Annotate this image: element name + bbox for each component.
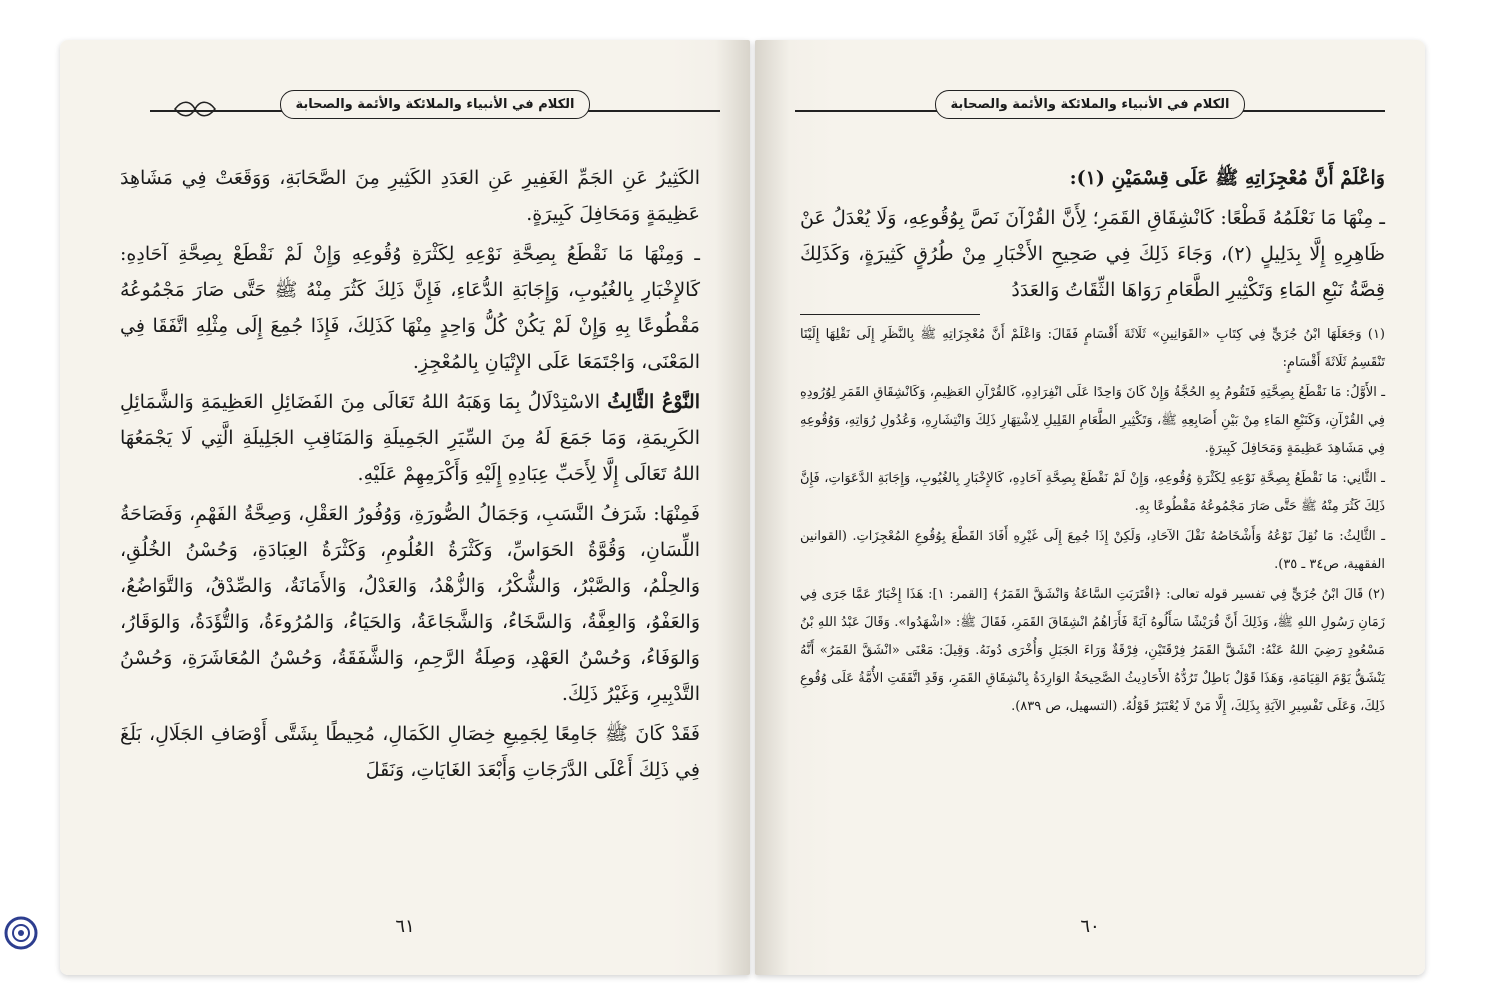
- right-page: [755, 40, 1425, 975]
- left-page: [60, 40, 750, 975]
- footnote: (٢) قَالَ ابْنُ جُزَيٍّ فِي تفسير قوله تعالى: ﴿اقْتَرَبَتِ السَّاعَةُ وَانْشَقَّ القَمَرُ﴾ [القمر: ١]: هَذَا إِخْبَارٌ عَمَّا جَرَى فِي زَمَانِ رَسُولِ اللهِ ﷺ، وَذَلِكَ أَنَّ قُرَيْشًا سَأَلُوهُ آيَةً فَأَرَاهُمُ انْشِقَاقَ القَمَرِ، فَقَالَ ﷺ: «اشْهَدُوا». وَقَالَ عَبْدُ اللهِ بْنُ مَسْعُودٍ رَضِيَ اللهُ عَنْهُ: انْشَقَّ القَمَرُ فِرْقَتَيْنِ، فِرْقَةٌ وَرَاءَ الجَبَلِ وَأُخْرَى دُونَهُ. وَقِيلَ: مَعْنَى «انْشَقَّ القَمَرُ» أَنَّهُ يَنْشَقُّ يَوْمَ القِيَامَةِ، وَهَذَا قَوْلٌ بَاطِلٌ تَرُدُّهُ الأَحَادِيثُ الصَّحِيحَةُ الوَارِدَةُ بِانْشِقَاقِ القَمَرِ، وَقَدِ اتَّفَقَتِ الأُمَّةُ عَلَى وُقُوعِ ذَلِكَ، وَعَلَى تَفْسِيرِ الآيَةِ بِذَلِكَ، إِلَّا مَنْ لَا يُعْتَبَرُ قَوْلُهُ. (التسهيل، ص ٨٣٩).: [800, 587, 1385, 714]
- paragraph: الكَثِيرُ عَنِ الجَمِّ الغَفِيرِ عَنِ العَدَدِ الكَثِيرِ مِنَ الصَّحَابَةِ، وَوَقَعَتْ فِي مَشَاهِدَ عَظِيمَةٍ وَمَحَافِلَ كَبِيرَةٍ.: [120, 167, 700, 225]
- section-paragraph: [120, 384, 700, 492]
- lead-sentence: وَاعْلَمْ أَنَّ مُعْجِزَاتِهِ ﷺ عَلَى قِسْمَيْنِ (١):: [1069, 167, 1385, 189]
- paragraph: فَمِنْهَا: شَرَفُ النَّسَبِ، وَجَمَالُ الصُّورَةِ، وَوُفُورُ العَقْلِ، وَصِحَّةُ الفَهْمِ، وَفَصَاحَةُ اللِّسَانِ، وَقُوَّةُ الحَوَاسِّ، وَكَثْرَةُ العُلُومِ، وَكَثْرَةُ العِبَادَةِ، وَحُسْنُ الخُلُقِ، وَالحِلْمُ، وَالصَّبْرُ، وَالشُّكْرُ، وَالزُّهْدُ، وَالعَدْلُ، وَالأَمَانَةُ، وَالصِّدْقُ، وَالتَّوَاضُعُ، وَالعَفْوُ، وَالعِفَّةُ، وَالسَّخَاءُ، وَالشَّجَاعَةُ، وَالحَيَاءُ، وَالمُرُوءَةُ، وَالتُّؤَدَةُ، وَالوَقَارُ، وَالوَفَاءُ، وَحُسْنُ العَهْدِ، وَصِلَةُ الرَّحِمِ، وَالشَّفَقَةُ، وَحُسْنُ المُعَاشَرَةِ، وَحُسْنُ التَّدْبِيرِ، وَغَيْرُ ذَلِكَ.: [120, 503, 700, 705]
- page-body: [800, 160, 1385, 723]
- footnote: (١) وَجَعَلَهَا ابْنُ جُزَيٍّ فِي كِتَابِ «القَوَانِينِ» ثَلَاثَةَ أَقْسَامٍ فَقَالَ: وَاعْلَمْ أَنَّ مُعْجِزَاتِهِ ﷺ بِالنَّظَرِ إِلَى نَقْلِهَا إِلَيْنَا تَنْقَسِمُ ثَلَاثَةَ أَقْسَامٍ:: [800, 327, 1385, 370]
- running-header: [150, 90, 720, 130]
- footnote-rule: [800, 314, 980, 315]
- page-number: ٦٠: [1080, 916, 1100, 937]
- footnote: ـ الثَّانِي: مَا نَقْطَعُ بِصِحَّةِ نَوْعِهِ لِكَثْرَةِ وُقُوعِهِ، وَإِنْ لَمْ نَقْطَعْ بِصِحَّةِ آحَادِهِ، كَالإِخْبَارِ بِالغُيُوبِ، وَإِجَابَةِ الدَّعَوَاتِ، فَإِنَّ ذَلِكَ كَثُرَ مِنْهُ ﷺ حَتَّى صَارَ مَجْمُوعُهُ مَقْطُوعًا بِهِ.: [800, 471, 1385, 514]
- ornament-icon: [170, 98, 220, 120]
- footnote: ـ الثَّالِثُ: مَا نُقِلَ نَوْعُهُ وَأَشْخَاصُهُ نَقْلَ الآحَادِ، وَلَكِنْ إِذَا جُمِعَ إِلَى غَيْرِهِ أَفَادَ القَطْعَ بِوُقُوعِ المُعْجِزَاتِ. (القوانين الفقهية، ص٣٤ ـ ٣٥).: [800, 529, 1385, 572]
- publisher-logo-icon: [4, 916, 38, 950]
- paragraph: ـ وَمِنْهَا مَا نَقْطَعُ بِصِحَّةِ نَوْعِهِ لِكَثْرَةِ وُقُوعِهِ وَإِنْ لَمْ نَقْطَعْ بِصِحَّةِ آحَادِهِ: كَالإِخْبَارِ بِالغُيُوبِ، وَإِجَابَةِ الدُّعَاءِ، فَإِنَّ ذَلِكَ كَثُرَ مِنْهُ ﷺ حَتَّى صَارَ مَجْمُوعُهُ مَقْطُوعًا بِهِ وَإِنْ لَمْ يَكُنْ كُلُّ وَاحِدٍ مِنْهَا كَذَلِكَ، فَإِذَا جُمِعَ إِلَى مِثْلِهِ اتَّفَقَا فِي المَعْنَى، وَاجْتَمَعَا عَلَى الإِتْيَانِ بِالمُعْجِزِ.: [120, 243, 700, 373]
- running-header: [795, 90, 1385, 130]
- page-body: [120, 160, 700, 792]
- running-title: الكلام في الأنبياء والملائكة والأئمة والصحابة: [935, 90, 1244, 119]
- section-text: الاسْتِدْلَالُ بِمَا وَهَبَهُ اللهُ تَعَالَى مِنَ الفَضَائِلِ العَظِيمَةِ وَالشَّمَائِلِ الكَرِيمَةِ، وَمَا جَمَعَ لَهُ مِنَ السِّيَرِ الجَمِيلَةِ وَالمَنَاقِبِ الجَلِيلَةِ الَّتِي لَا يَجْمَعُهَا اللهُ تَعَالَى إِلَّا لِأَحَبِّ عِبَادِهِ إِلَيْهِ وَأَكْرَمِهِمْ عَلَيْهِ.: [120, 391, 700, 485]
- section-title: النَّوْعُ الثَّالِثُ: [607, 391, 700, 413]
- paragraph: ـ مِنْهَا مَا نَعْلَمُهُ قَطْعًا: كَانْشِقَاقِ القَمَرِ؛ لِأَنَّ القُرْآنَ نَصَّ بِوُقُوعِهِ، وَلَا يُعْدَلُ عَنْ ظَاهِرِهِ إِلَّا بِدَلِيلٍ (٢)، وَجَاءَ ذَلِكَ فِي صَحِيحِ الأَخْبَارِ مِنْ طُرُقٍ كَثِيرَةٍ، وَكَذَلِكَ قِصَّةُ نَبْعِ المَاءِ وَتَكْثِيرِ الطَّعَامِ رَوَاهَا الثِّقَاتُ وَالعَدَدُ: [800, 207, 1386, 301]
- page-number: ٦١: [395, 916, 415, 937]
- paragraph: فَقَدْ كَانَ ﷺ جَامِعًا لِجَمِيعِ خِصَالِ الكَمَالِ، مُحِيطًا بِشَتَّى أَوْصَافِ الجَلَالِ، بَلَغَ فِي ذَلِكَ أَعْلَى الدَّرَجَاتِ وَأَبْعَدَ الغَايَاتِ، وَنَقَلَ: [120, 723, 700, 781]
- footnotes: [800, 321, 1385, 721]
- footnote: ـ الأَوَّلُ: مَا نَقْطَعُ بِصِحَّتِهِ فَتَقُومُ بِهِ الحُجَّةُ وَإِنْ كَانَ وَاحِدًا عَلَى انْفِرَادِهِ، كَالقُرْآنِ العَظِيمِ، وَكَانْشِقَاقِ القَمَرِ لِوُرُودِهِ فِي القُرْآنِ، وَكَنَبْعِ المَاءِ مِنْ بَيْنِ أَصَابِعِهِ ﷺ، وَتَكْثِيرِ الطَّعَامِ القَلِيلِ لِاشْتِهَارِ ذَلِكَ وَانْتِشَارِهِ، وَعُدُولِ رُوَاتِهِ، وَوُقُوعِهِ فِي مَشَاهِدَ عَظِيمَةٍ وَمَحَافِلَ كَبِيرَةٍ.: [800, 385, 1385, 456]
- running-title: الكلام في الأنبياء والملائكة والأئمة والصحابة: [280, 90, 589, 119]
